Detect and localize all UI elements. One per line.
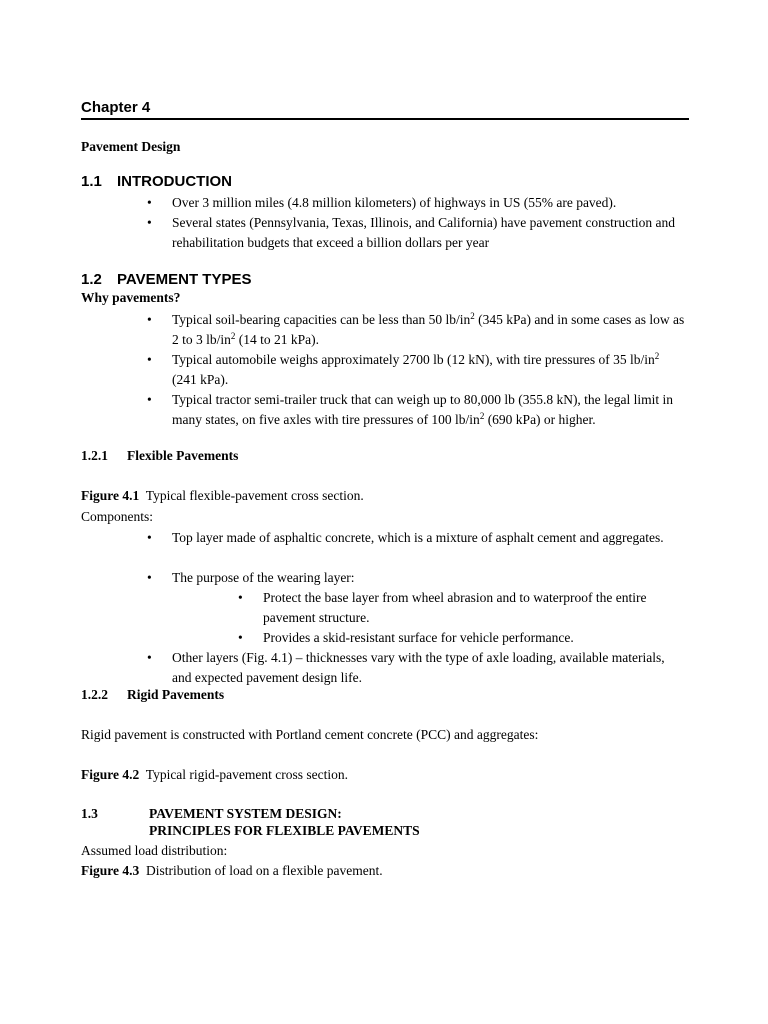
section-heading-1-3: [81, 806, 342, 822]
bullet-icon: •: [147, 215, 152, 230]
section-number: 1.3: [81, 806, 98, 821]
subsection-number: 1.2.1: [81, 448, 108, 463]
subheading-why-pavements: Why pavements?: [81, 290, 181, 305]
list-item: [147, 390, 687, 430]
list-item: [147, 310, 687, 350]
list-item-text: Other layers (Fig. 4.1) – thicknesses vary with the type of axle loading, available materials, and expected pavement design life.: [172, 650, 665, 685]
bullet-icon: •: [147, 570, 152, 585]
list-item-text: Typical tractor semi-trailer truck that can weigh up to 80,000 lb (355.8 kN), the legal limit in many states, on five axles with tire pressures of 100 $lb/in^2$ (690 kPa) or higher.: [172, 392, 674, 427]
list-item: [147, 568, 687, 588]
assumed-load-label: Assumed load distribution:: [81, 843, 228, 858]
list-item-text: Several states (Pennsylvania, Texas, Illinois, and California) have pavement construction and rehabilitation budgets that exceed a billion dollars per year: [172, 215, 676, 250]
figure-label: Figure 4.2: [81, 767, 140, 782]
subsection-heading-1-2-1: [81, 448, 238, 464]
chapter-heading: Chapter 4: [81, 99, 151, 116]
subsection-heading-1-2-2: [81, 687, 224, 703]
subsection-title: Rigid Pavements: [127, 687, 225, 702]
section-title-line-1: PAVEMENT SYSTEM DESIGN:: [149, 806, 342, 821]
nested-list-item: [238, 628, 678, 648]
section-number: 1.2: [81, 271, 102, 288]
list-item: [147, 528, 687, 548]
nested-list-item: [238, 588, 678, 628]
section-title: PAVEMENT TYPES: [117, 271, 252, 288]
bullet-icon: •: [147, 530, 152, 545]
list-item-text: Typical soil-bearing capacities can be less than 50 $lb/in^2$ (345 kPa) and in some cases as low as 2 to 3 $lb/in^2$ (14 to 21 kPa).: [172, 311, 685, 347]
figure-caption-4-2: [81, 767, 348, 783]
chapter-rule: [81, 118, 689, 120]
bullet-icon: •: [238, 630, 243, 645]
bullet-icon: •: [147, 650, 152, 665]
figure-caption-text: Typical flexible-pavement cross section.: [145, 488, 364, 503]
list-item-text: Over 3 million miles (4.8 million kilometers) of highways in US (55% are paved).: [172, 195, 617, 210]
list-item-text: Protect the base layer from wheel abrasion and to waterproof the entire pavement structure.: [263, 590, 647, 625]
bullet-icon: •: [147, 195, 152, 210]
subsection-number: 1.2.2: [81, 687, 108, 702]
document-title: Pavement Design: [81, 139, 181, 154]
section-heading-1-2: [81, 271, 251, 288]
figure-caption-text: Distribution of load on a flexible pavement.: [146, 863, 383, 878]
section-title-line-2: PRINCIPLES FOR FLEXIBLE PAVEMENTS: [149, 823, 420, 838]
list-item: [147, 648, 687, 688]
figure-label: Figure 4.3: [81, 863, 140, 878]
section-heading-1-1: [81, 173, 232, 190]
rigid-pavement-paragraph: Rigid pavement is constructed with Portland cement concrete (PCC) and aggregates:: [81, 727, 539, 742]
bullet-icon: •: [147, 392, 152, 407]
list-item-text: Provides a skid-resistant surface for vehicle performance.: [263, 630, 574, 645]
bullet-icon: •: [147, 352, 152, 367]
figure-caption-4-3: [81, 863, 383, 879]
subsection-title: Flexible Pavements: [127, 448, 239, 463]
components-label: Components:: [81, 509, 154, 524]
list-item-text: Typical automobile weighs approximately 2700 lb (12 kN), with tire pressures of 35 $lb/in^2$ (241 kPa).: [172, 351, 660, 387]
section-number: 1.1: [81, 173, 102, 190]
figure-caption-text: Typical rigid-pavement cross section.: [145, 767, 349, 782]
list-item: [147, 350, 687, 390]
list-item: [147, 193, 687, 213]
figure-label: Figure 4.1: [81, 488, 140, 503]
bullet-icon: •: [147, 312, 152, 327]
section-title: INTRODUCTION: [117, 173, 232, 190]
bullet-icon: •: [238, 590, 243, 605]
figure-caption-4-1: [81, 488, 364, 504]
list-item-text: The purpose of the wearing layer:: [172, 570, 355, 585]
list-item-text: Top layer made of asphaltic concrete, which is a mixture of asphalt cement and aggregates.: [172, 530, 664, 545]
list-item: [147, 213, 687, 253]
